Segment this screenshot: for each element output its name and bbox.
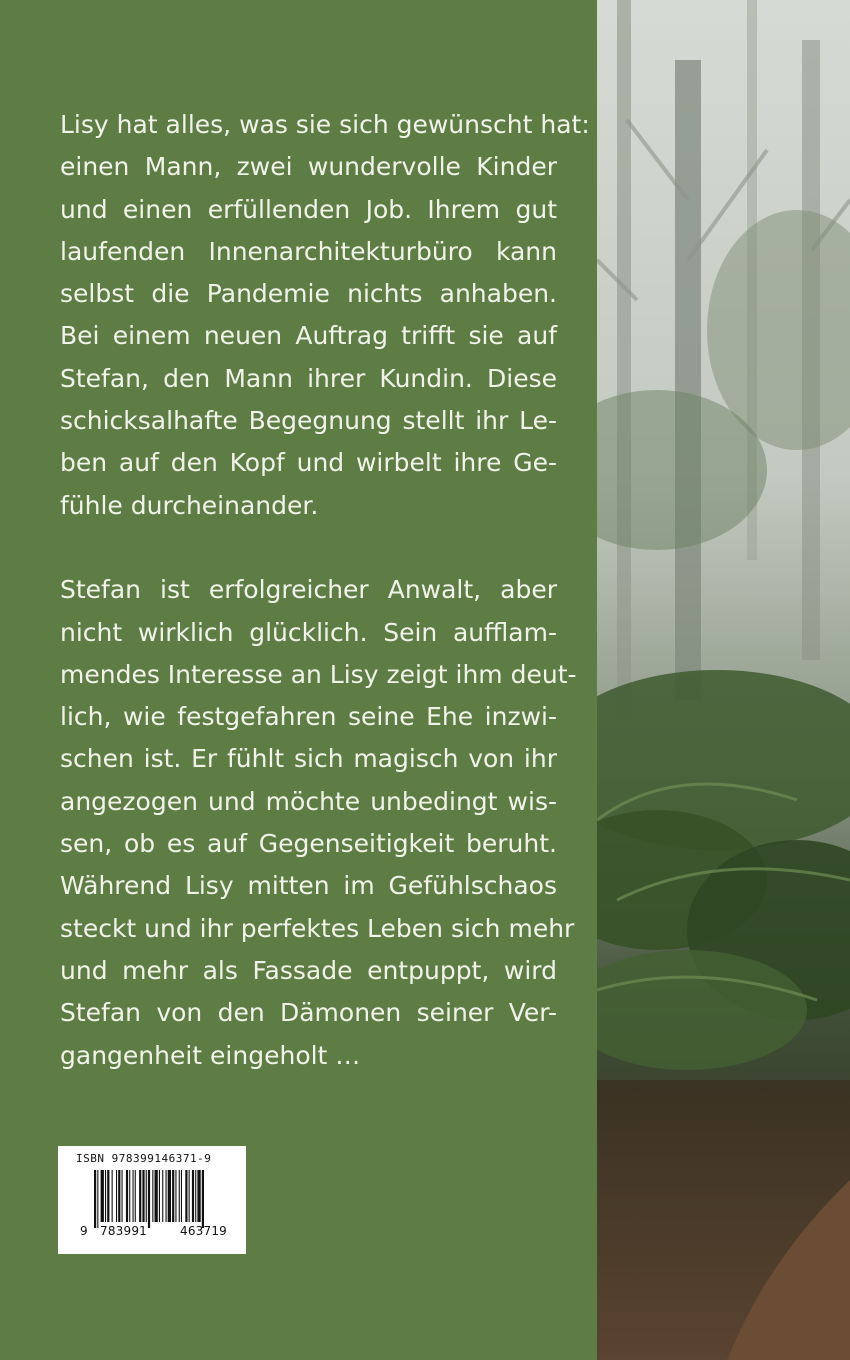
blurb-line: Stefan ist erfolgreicher Anwalt, aber [60, 575, 557, 605]
barcode-bar [179, 1170, 180, 1222]
forest-illustration [597, 0, 850, 1360]
barcode-bar [126, 1170, 128, 1222]
blurb-line: laufenden Innenarchitekturbüro kann [60, 236, 557, 266]
barcode-bar [97, 1170, 98, 1228]
barcode-bar [133, 1170, 134, 1222]
blurb-line: Während Lisy mitten im Gefühlschaos [60, 871, 557, 901]
barcode-bar [112, 1170, 113, 1222]
blurb-paragraph-1 [60, 104, 590, 527]
barcode-bar [116, 1170, 117, 1222]
ean-digit-first: 9 [80, 1224, 88, 1238]
blurb-line: Stefan, den Mann ihrer Kundin. Diese [60, 363, 557, 393]
blurb-line: Stefan von den Dämonen seiner Ver- [60, 998, 557, 1028]
blurb-line: schicksalhafte Begegnung stellt ihr Le- [60, 406, 557, 436]
barcode-bar [105, 1170, 106, 1222]
barcode-bar [139, 1170, 141, 1222]
blurb-line: ben auf den Kopf und wirbelt ihre Ge- [60, 448, 557, 478]
barcode-bar [122, 1170, 123, 1222]
barcode-bar [135, 1170, 136, 1222]
blurb-line: nicht wirklich glücklich. Sein aufflam- [60, 617, 557, 647]
blurb-line: einen Mann, zwei wundervolle Kinder [60, 152, 557, 182]
barcode-bar [107, 1170, 109, 1222]
forest-photo [597, 0, 850, 1360]
barcode-bar [101, 1170, 104, 1222]
blurb-line: schen ist. Er fühlt sich magisch von ihr [60, 744, 557, 774]
blurb-line: selbst die Pandemie nichts anhaben. [60, 279, 557, 309]
barcode-bar [155, 1170, 158, 1222]
barcode-bar [152, 1170, 153, 1222]
barcode-bar [197, 1170, 200, 1222]
blurb-line: Bei einem neuen Auftrag trifft sie auf [60, 321, 557, 351]
barcode-bar [162, 1170, 163, 1222]
isbn-label: ISBN 978399146371-9 [76, 1152, 212, 1165]
barcode-bar [185, 1170, 187, 1222]
barcode-bar [192, 1170, 194, 1222]
blurb-line: Lisy hat alles, was sie sich gewünscht hat: [60, 110, 590, 139]
blurb-line: und einen erfüllenden Job. Ihrem gut [60, 194, 557, 224]
barcode-bar [168, 1170, 171, 1222]
barcode-bar [202, 1170, 204, 1228]
barcode-bar [129, 1170, 130, 1222]
blurb-text [60, 104, 590, 1077]
paragraph-gap [60, 527, 557, 569]
blurb-line: mendes Interesse an Lisy zeigt ihm deut- [60, 659, 577, 689]
barcode-bar [142, 1170, 144, 1222]
blurb-paragraph-2 [60, 569, 577, 1077]
barcode-bar [118, 1170, 120, 1222]
barcode-bar [146, 1170, 147, 1222]
ean-digits-right: 463719 [180, 1224, 228, 1238]
barcode-bar [166, 1170, 167, 1222]
ean-digits-left: 783991 [100, 1224, 148, 1238]
blurb-line: lich, wie festgefahren seine Ehe inzwi- [60, 702, 557, 732]
barcode-bar [148, 1170, 150, 1228]
barcode-bar [195, 1170, 196, 1222]
blurb-line: steckt und ihr perfektes Leben sich mehr [60, 913, 575, 943]
barcode-bar [172, 1170, 174, 1222]
barcode-bar [181, 1170, 182, 1222]
blurb-line: und mehr als Fassade entpuppt, wird [60, 955, 557, 985]
barcode-bar [159, 1170, 160, 1222]
barcode-bar [175, 1170, 176, 1222]
blurb-line: sen, ob es auf Gegenseitigkeit beruht. [60, 829, 557, 859]
blurb-line: gangenheit eingeholt … [60, 1040, 361, 1070]
blurb-line: angezogen und möchte unbedingt wis- [60, 786, 557, 816]
isbn-barcode [58, 1146, 246, 1254]
blurb-line: fühle durcheinander. [60, 490, 319, 520]
barcode-bar [189, 1170, 190, 1222]
barcode-bar [94, 1170, 96, 1228]
